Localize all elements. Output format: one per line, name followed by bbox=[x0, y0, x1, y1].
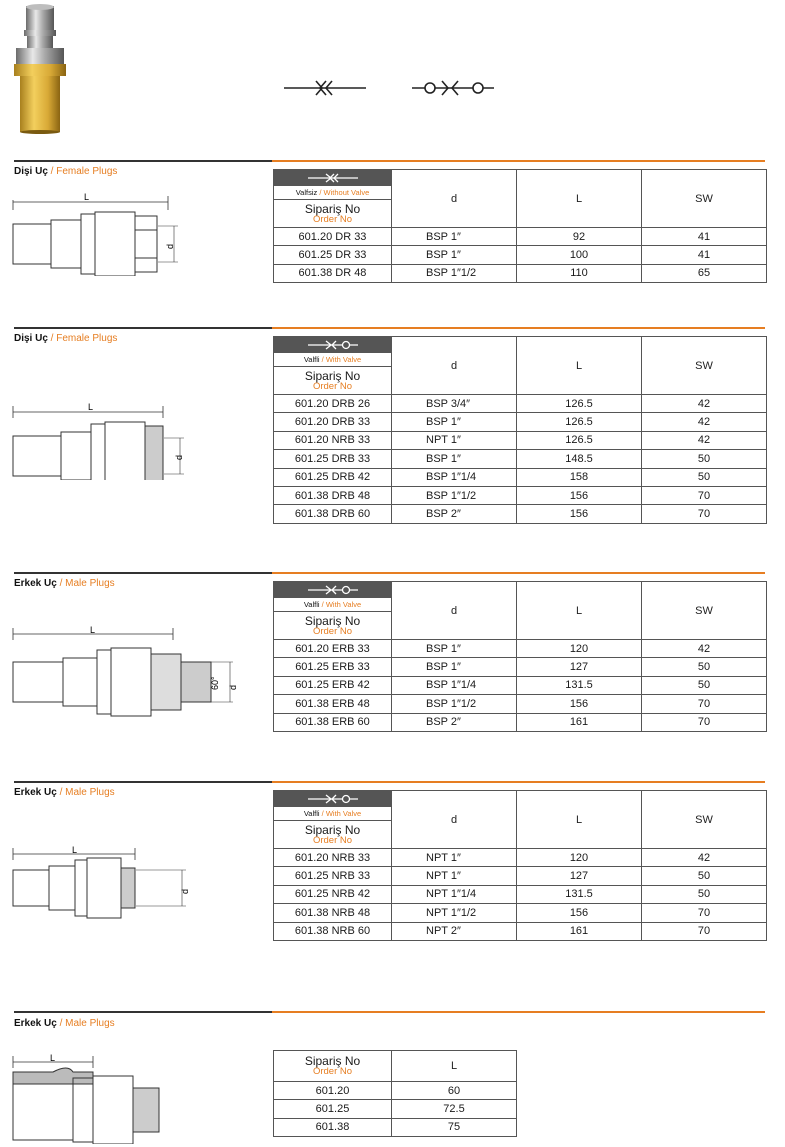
value-cell: 41 bbox=[642, 246, 767, 264]
female-plug-valve-drawing bbox=[8, 400, 208, 480]
section-title: Erkek Uç / Male Plugs bbox=[14, 1018, 115, 1029]
order-no-cell: 601.25 DRB 42 bbox=[274, 468, 392, 486]
table-row bbox=[274, 658, 767, 676]
table-row bbox=[274, 867, 767, 885]
order-no-cell: 601.20 DR 33 bbox=[274, 228, 392, 246]
table-row bbox=[274, 264, 767, 282]
order-no-cell: 601.20 ERB 33 bbox=[274, 640, 392, 658]
value-cell: 42 bbox=[642, 395, 767, 413]
section-rule-orange bbox=[272, 327, 765, 329]
order-no-cell: 601.25 ERB 42 bbox=[274, 676, 392, 694]
value-cell: 70 bbox=[642, 922, 767, 940]
value-cell: 92 bbox=[517, 228, 642, 246]
value-cell: 126.5 bbox=[517, 431, 642, 449]
spec-table: Valfsiz / Without Valve Sipariş No Order No d L SW 601.20 DR 33 BSP 1″ 92 41 601.25 DR 33 BSP 1″ 100 41 601.38 DR 48 BSP 1″1/2 110 65 bbox=[273, 169, 767, 283]
male-adapter-drawing bbox=[8, 1052, 188, 1144]
svg-text:L: L bbox=[90, 625, 96, 635]
table-row bbox=[274, 505, 767, 523]
order-no-cell: 601.38 DRB 60 bbox=[274, 505, 392, 523]
thread-cell: BSP 3/4″ bbox=[392, 395, 517, 413]
svg-text:60°: 60° bbox=[210, 676, 220, 690]
value-cell: 131.5 bbox=[517, 885, 642, 903]
order-no-cell: 601.25 ERB 33 bbox=[274, 658, 392, 676]
coupling-without-valve-icon bbox=[282, 78, 368, 98]
spec-table: Valfli / With Valve Sipariş No Order No d L SW 601.20 ERB 33 BSP 1″ 120 42 601.25 ERB 33 BSP 1″ 127 50 601.25 ERB 42 BSP 1″1/4 131.5 50 601.38 ERB 48 BSP 1″1/2 156 70 601.38 ERB 60 BSP 2″ 161 70 bbox=[273, 581, 767, 732]
value-cell: 72.5 bbox=[392, 1100, 517, 1118]
section-rule-dark bbox=[14, 1011, 272, 1013]
section-rule-dark bbox=[14, 572, 272, 574]
table-row bbox=[274, 676, 767, 694]
thread-cell: BSP 1″1/2 bbox=[392, 486, 517, 504]
value-cell: 120 bbox=[517, 640, 642, 658]
order-no-cell: 601.38 NRB 48 bbox=[274, 904, 392, 922]
value-cell: 148.5 bbox=[517, 450, 642, 468]
value-cell: 127 bbox=[517, 867, 642, 885]
value-cell: 50 bbox=[642, 676, 767, 694]
male-plug-valve-drawing bbox=[8, 624, 248, 720]
value-cell: 126.5 bbox=[517, 413, 642, 431]
value-cell: 156 bbox=[517, 695, 642, 713]
table-row bbox=[274, 228, 767, 246]
order-no-cell: 601.38 DRB 48 bbox=[274, 486, 392, 504]
value-cell: 156 bbox=[517, 904, 642, 922]
section-rule-orange bbox=[272, 781, 765, 783]
thread-cell: BSP 1″1/4 bbox=[392, 468, 517, 486]
order-no-cell: 601.38 NRB 60 bbox=[274, 922, 392, 940]
thread-cell: BSP 1″ bbox=[392, 228, 517, 246]
table-row bbox=[274, 922, 767, 940]
thread-cell: NPT 1″ bbox=[392, 431, 517, 449]
section-rule-orange bbox=[272, 1011, 765, 1013]
male-plug-npt-drawing bbox=[8, 844, 208, 924]
table-row bbox=[274, 849, 767, 867]
value-cell: 156 bbox=[517, 505, 642, 523]
svg-text:L: L bbox=[50, 1053, 56, 1063]
thread-cell: BSP 1″1/4 bbox=[392, 676, 517, 694]
section-rule-dark bbox=[14, 160, 272, 162]
table-row bbox=[274, 450, 767, 468]
table-row bbox=[274, 640, 767, 658]
table-row bbox=[274, 885, 767, 903]
value-cell: 42 bbox=[642, 640, 767, 658]
coupling-with-valve-icon bbox=[274, 337, 391, 353]
order-no-cell: 601.25 NRB 33 bbox=[274, 867, 392, 885]
table-row bbox=[274, 1118, 517, 1136]
coupling-with-valve-icon bbox=[410, 76, 496, 100]
table-row bbox=[274, 431, 767, 449]
table-row bbox=[274, 468, 767, 486]
value-cell: 70 bbox=[642, 695, 767, 713]
section-title: Dişi Uç / Female Plugs bbox=[14, 166, 118, 177]
svg-text:d: d bbox=[174, 454, 184, 460]
value-cell: 70 bbox=[642, 904, 767, 922]
value-cell: 70 bbox=[642, 486, 767, 504]
order-no-cell: 601.25 NRB 42 bbox=[274, 885, 392, 903]
value-cell: 65 bbox=[642, 264, 767, 282]
value-cell: 41 bbox=[642, 228, 767, 246]
order-no-cell: 601.25 bbox=[274, 1100, 392, 1118]
coupling-with-valve-icon bbox=[274, 582, 391, 598]
thread-cell: BSP 2″ bbox=[392, 713, 517, 731]
svg-text:d: d bbox=[180, 888, 190, 894]
thread-cell: BSP 1″ bbox=[392, 450, 517, 468]
thread-cell: NPT 2″ bbox=[392, 922, 517, 940]
thread-cell: NPT 1″ bbox=[392, 867, 517, 885]
value-cell: 131.5 bbox=[517, 676, 642, 694]
order-no-cell: 601.38 ERB 48 bbox=[274, 695, 392, 713]
value-cell: 42 bbox=[642, 431, 767, 449]
order-no-cell: 601.38 bbox=[274, 1118, 392, 1136]
section-rule-dark bbox=[14, 327, 272, 329]
thread-cell: BSP 1″1/2 bbox=[392, 264, 517, 282]
value-cell: 126.5 bbox=[517, 395, 642, 413]
table-row bbox=[274, 413, 767, 431]
value-cell: 75 bbox=[392, 1118, 517, 1136]
section-rule-orange bbox=[272, 572, 765, 574]
spec-table: Valfli / With Valve Sipariş No Order No d L SW 601.20 DRB 26 BSP 3/4″ 126.5 42 601.20 DRB 33 BSP 1″ 126.5 42 601.20 NRB 33 NPT 1″ 126.5 42 601.25 DRB 33 BSP 1″ 148.5 50 601.25 DRB 42 BSP 1″1/4 158 50 601.38 DRB 48 BSP 1″1/2 156 70 601.38 DRB 60 BSP 2″ 156 70 bbox=[273, 336, 767, 524]
section-rule-orange bbox=[272, 160, 765, 162]
value-cell: 50 bbox=[642, 450, 767, 468]
value-cell: 161 bbox=[517, 713, 642, 731]
order-no-cell: 601.38 DR 48 bbox=[274, 264, 392, 282]
spec-table-small: Sipariş No Order No L 601.20 60 601.25 72.5 601.38 75 bbox=[273, 1050, 517, 1137]
order-no-cell: 601.20 NRB 33 bbox=[274, 431, 392, 449]
svg-text:d: d bbox=[165, 243, 175, 249]
svg-text:d: d bbox=[228, 684, 238, 690]
thread-cell: BSP 1″ bbox=[392, 658, 517, 676]
section-rule-dark bbox=[14, 781, 272, 783]
value-cell: 50 bbox=[642, 468, 767, 486]
order-no-cell: 601.25 DR 33 bbox=[274, 246, 392, 264]
value-cell: 60 bbox=[392, 1082, 517, 1100]
thread-cell: BSP 1″ bbox=[392, 640, 517, 658]
order-no-cell: 601.20 NRB 33 bbox=[274, 849, 392, 867]
value-cell: 50 bbox=[642, 885, 767, 903]
value-cell: 127 bbox=[517, 658, 642, 676]
value-cell: 158 bbox=[517, 468, 642, 486]
table-row bbox=[274, 246, 767, 264]
table-row bbox=[274, 1082, 517, 1100]
svg-text:L: L bbox=[84, 192, 90, 202]
table-row bbox=[274, 695, 767, 713]
value-cell: 161 bbox=[517, 922, 642, 940]
value-cell: 156 bbox=[517, 486, 642, 504]
value-cell: 70 bbox=[642, 505, 767, 523]
thread-cell: NPT 1″1/2 bbox=[392, 904, 517, 922]
order-no-cell: 601.20 DRB 33 bbox=[274, 413, 392, 431]
value-cell: 100 bbox=[517, 246, 642, 264]
thread-cell: NPT 1″ bbox=[392, 849, 517, 867]
thread-cell: NPT 1″1/4 bbox=[392, 885, 517, 903]
thread-cell: BSP 1″1/2 bbox=[392, 695, 517, 713]
order-no-cell: 601.38 ERB 60 bbox=[274, 713, 392, 731]
thread-cell: BSP 1″ bbox=[392, 413, 517, 431]
order-no-cell: 601.20 DRB 26 bbox=[274, 395, 392, 413]
product-photo bbox=[8, 4, 70, 134]
thread-cell: BSP 2″ bbox=[392, 505, 517, 523]
table-row bbox=[274, 904, 767, 922]
value-cell: 110 bbox=[517, 264, 642, 282]
value-cell: 50 bbox=[642, 867, 767, 885]
table-row bbox=[274, 486, 767, 504]
svg-text:L: L bbox=[88, 402, 94, 412]
table-row bbox=[274, 1100, 517, 1118]
table-row bbox=[274, 713, 767, 731]
value-cell: 70 bbox=[642, 713, 767, 731]
thread-cell: BSP 1″ bbox=[392, 246, 517, 264]
value-cell: 42 bbox=[642, 849, 767, 867]
section-title: Dişi Uç / Female Plugs bbox=[14, 333, 118, 344]
svg-text:L: L bbox=[72, 845, 78, 855]
section-title: Erkek Uç / Male Plugs bbox=[14, 578, 115, 589]
order-no-cell: 601.20 bbox=[274, 1082, 392, 1100]
female-plug-drawing bbox=[8, 190, 208, 276]
value-cell: 50 bbox=[642, 658, 767, 676]
order-no-cell: 601.25 DRB 33 bbox=[274, 450, 392, 468]
value-cell: 120 bbox=[517, 849, 642, 867]
coupling-without-valve-icon bbox=[274, 170, 391, 186]
section-title: Erkek Uç / Male Plugs bbox=[14, 787, 115, 798]
value-cell: 42 bbox=[642, 413, 767, 431]
spec-table: Valfli / With Valve Sipariş No Order No d L SW 601.20 NRB 33 NPT 1″ 120 42 601.25 NRB 33 NPT 1″ 127 50 601.25 NRB 42 NPT 1″1/4 131.5 50 601.38 NRB 48 NPT 1″1/2 156 70 601.38 NRB 60 NPT 2″ 161 70 bbox=[273, 790, 767, 941]
coupling-with-valve-icon bbox=[274, 791, 391, 807]
table-row bbox=[274, 395, 767, 413]
